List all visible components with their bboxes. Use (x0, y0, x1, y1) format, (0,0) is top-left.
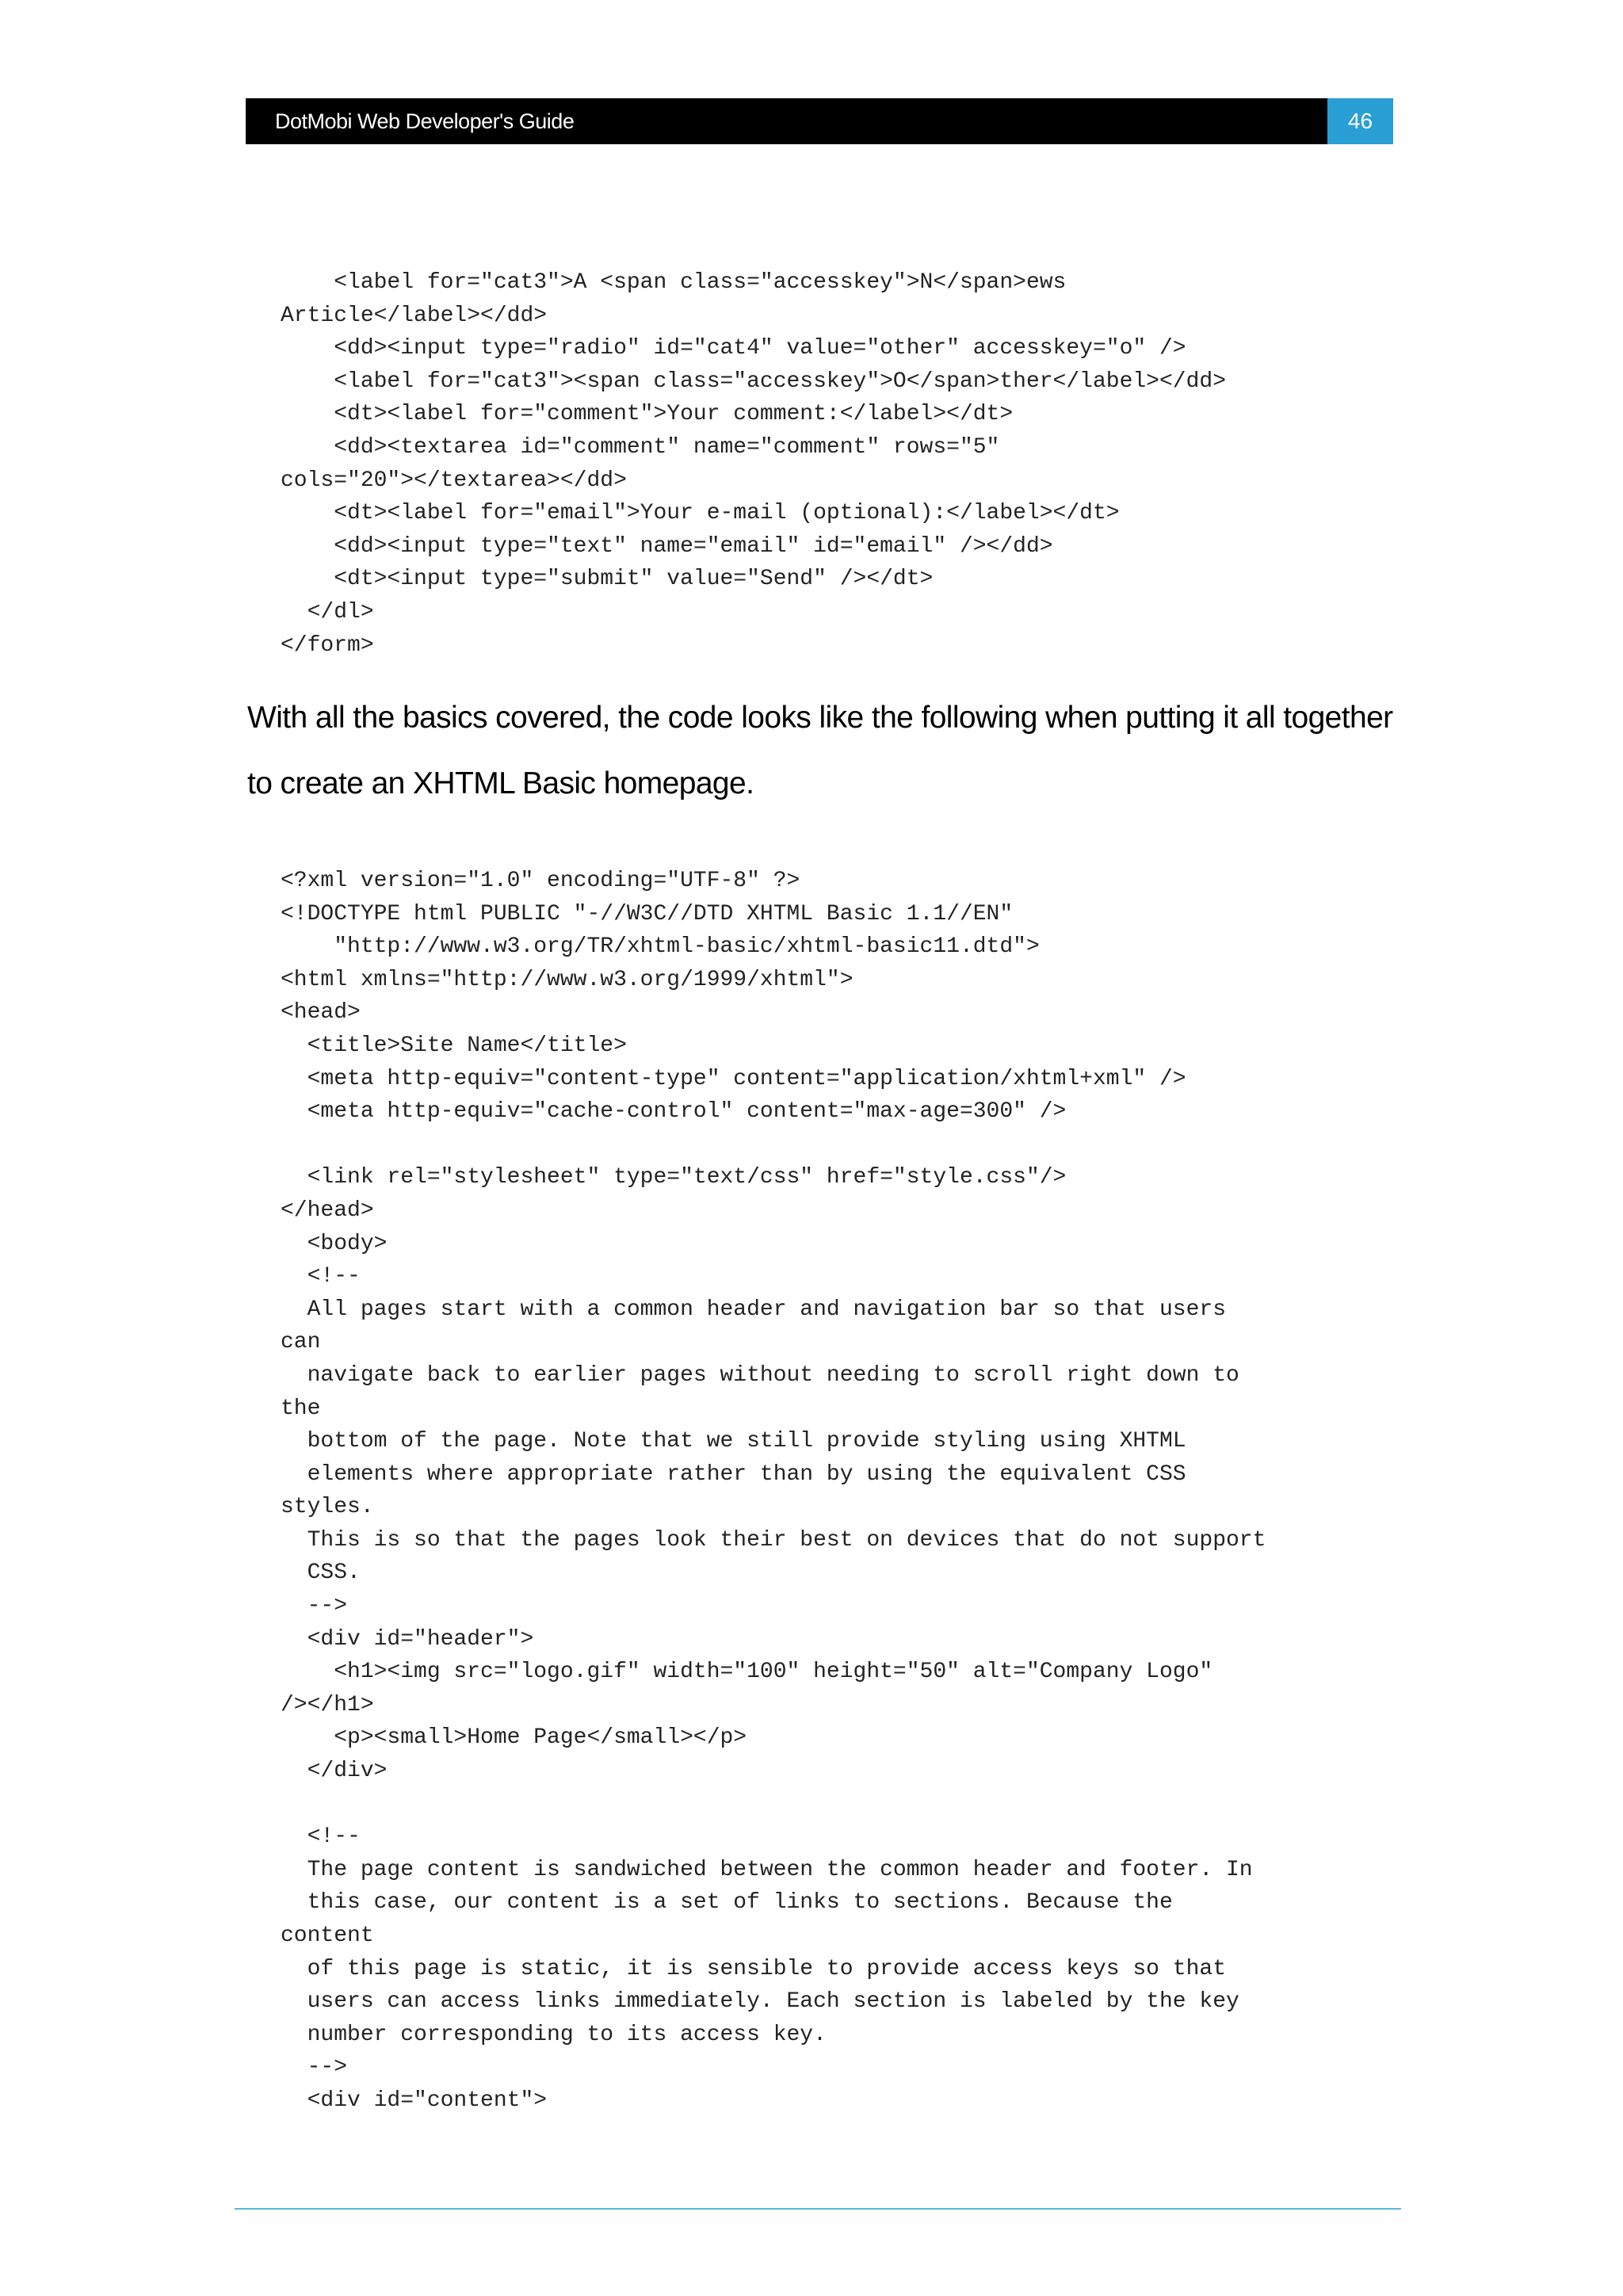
footer-rule (235, 2208, 1401, 2210)
page-number: 46 (1327, 98, 1393, 144)
body-paragraph: With all the basics covered, the code looks like the following when putting it all together to create an XHTML Basic homepage. (247, 701, 1393, 800)
code-listing-homepage: <?xml version="1.0" encoding="UTF-8" ?> <!DOCTYPE html PUBLIC "-//W3C//DTD XHTML Basic 1.1//EN" "http://www.w3.org/TR/xhtml-basic/xhtml-basic11.dtd"> <html xmlns="http://www.w3.org/1999/xhtml"> <head> <title>Site Name</title> <meta http-equiv="content-type" content="application/xhtml+xml" /> <meta http-equiv="cache-control" content="max-age=300" /> <link rel="stylesheet" type="text/css" href="style.css"/> </head> <body> <!-- All pages start with a common header and navigation bar so that users can navigate back to earlier pages without needing to scroll right down to the bottom of the page. Note that we still provide styling using XHTML elements where appropriate rather than by using the equivalent CSS styles. This is so that the pages look their best on devices that do not support CSS. --> <div id="header"> <h1><img src="logo.gif" width="100" height="50" alt="Company Logo" /></h1> <p><small>Home Page</small></p> </div> <!-- The page content is sandwiched between the common header and footer. In this case, our content is a set of links to sections. Because the content of this page is static, it is sensible to provide access keys so that users can access links immediately. Each section is labeled by the key number corresponding to its access key. --> <div id="content"> (281, 869, 1266, 2113)
code-listing-form-end: <label for="cat3">A <span class="accesskey">N</span>ews Article</label></dd> <dd><input type="radio" id="cat4" value="other" accesskey="o" /> <label for="cat3"><span class="accesskey">O</span>ther</label></dd> <dt><label for="comment">Your comment:</label></dt> <dd><textarea id="comment" name="comment" rows="5" cols="20"></textarea></dd> <dt><label for="email">Your e-mail (optional):</label></dt> <dd><input type="text" name="email" id="email" /></dd> <dt><input type="submit" value="Send" /></dt> </dl> </form> (281, 270, 1226, 658)
document-title: DotMobi Web Developer's Guide (275, 109, 575, 133)
page-header (246, 98, 1393, 144)
